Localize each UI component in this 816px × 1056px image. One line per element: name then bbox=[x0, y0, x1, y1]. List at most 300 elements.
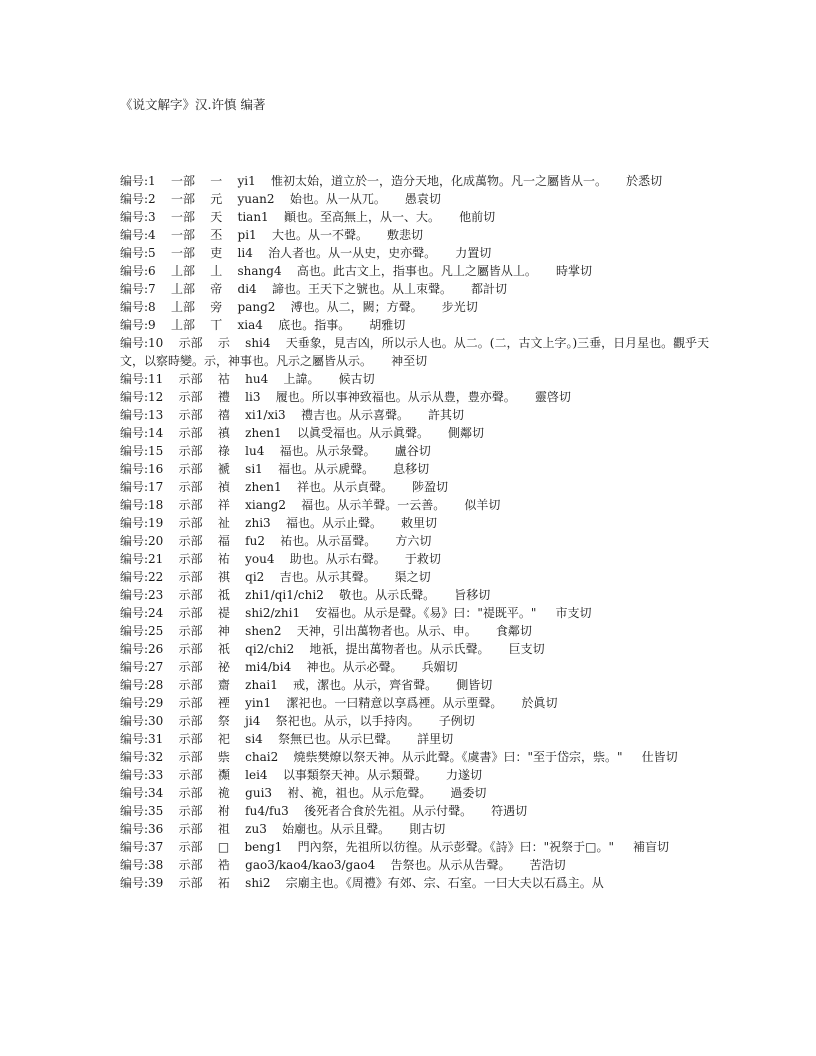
dictionary-entry bbox=[120, 316, 710, 334]
tab-gap bbox=[536, 606, 555, 620]
entry-fanqie: 則古切 bbox=[409, 822, 446, 836]
entry-definition: 祭祀也。从示，以手持肉。 bbox=[275, 714, 420, 728]
entry-pinyin: mi4/bi4 bbox=[245, 660, 292, 674]
entry-character: 祺 bbox=[217, 570, 230, 584]
entry-radical: 示部 bbox=[178, 786, 203, 800]
entry-radical: 示部 bbox=[178, 390, 203, 404]
entry-definition: 神也。从示必聲。 bbox=[306, 660, 403, 674]
entry-pinyin: lei4 bbox=[245, 768, 268, 782]
entry-number: 编号:24 bbox=[120, 606, 164, 620]
entry-number: 编号:36 bbox=[120, 822, 164, 836]
entry-number: 编号:20 bbox=[120, 534, 164, 548]
tab-gap bbox=[267, 822, 282, 836]
tab-gap bbox=[203, 534, 218, 548]
tab-gap bbox=[271, 696, 286, 710]
entry-character: 祜 bbox=[217, 372, 230, 386]
tab-gap bbox=[230, 642, 245, 656]
entry-radical: 丄部 bbox=[170, 282, 195, 296]
entry-fanqie: 敷悲切 bbox=[387, 228, 424, 242]
entry-definition: 上諱。 bbox=[283, 372, 320, 386]
entry-character: 褫 bbox=[217, 462, 230, 476]
tab-gap bbox=[291, 660, 306, 674]
entry-radical: 示部 bbox=[178, 444, 203, 458]
entry-character: 祭 bbox=[217, 714, 230, 728]
tab-gap bbox=[230, 552, 245, 566]
tab-gap bbox=[230, 696, 245, 710]
entry-pinyin: shi2 bbox=[245, 876, 271, 890]
entry-definition: 以事類祭天神。从示類聲。 bbox=[282, 768, 427, 782]
dictionary-entry bbox=[120, 406, 710, 424]
entry-number: 编号:8 bbox=[120, 300, 156, 314]
entry-fanqie: 仕皆切 bbox=[641, 750, 678, 764]
entry-radical: 一部 bbox=[170, 246, 195, 260]
entry-character: 丅 bbox=[210, 318, 223, 332]
tab-gap bbox=[230, 462, 245, 476]
tab-gap bbox=[230, 570, 245, 584]
entry-radical: 丄部 bbox=[170, 318, 195, 332]
tab-gap bbox=[300, 606, 315, 620]
tab-gap bbox=[163, 552, 178, 566]
tab-gap bbox=[222, 246, 237, 260]
tab-gap bbox=[163, 678, 178, 692]
entry-pinyin: li4 bbox=[237, 246, 253, 260]
entry-definition: 底也。指事。 bbox=[278, 318, 351, 332]
entry-definition: 惟初太始，道立於一，造分天地，化成萬物。凡一之屬皆从一。 bbox=[271, 174, 608, 188]
entry-radical: 一部 bbox=[170, 228, 195, 242]
entry-number: 编号:23 bbox=[120, 588, 164, 602]
tab-gap bbox=[436, 246, 455, 260]
entry-radical: 示部 bbox=[178, 840, 203, 854]
dictionary-entry bbox=[120, 244, 710, 262]
entry-pinyin: lu4 bbox=[245, 444, 265, 458]
entry-radical: 一部 bbox=[170, 210, 195, 224]
entry-radical: 示部 bbox=[178, 714, 203, 728]
dictionary-entry bbox=[120, 262, 710, 280]
entry-pinyin: si1 bbox=[245, 462, 263, 476]
entry-character: 一 bbox=[210, 174, 223, 188]
entry-radical: 示部 bbox=[178, 750, 203, 764]
tab-gap bbox=[271, 876, 286, 890]
tab-gap bbox=[372, 354, 391, 368]
entry-radical: 示部 bbox=[178, 696, 203, 710]
dictionary-entry bbox=[120, 226, 710, 244]
tab-gap bbox=[607, 174, 626, 188]
dictionary-entry bbox=[120, 478, 710, 496]
entry-radical: 示部 bbox=[178, 570, 203, 584]
entry-definition: 祔、祪，祖也。从示危聲。 bbox=[287, 786, 432, 800]
entry-fanqie: 時掌切 bbox=[555, 264, 592, 278]
tab-gap bbox=[163, 822, 178, 836]
dictionary-entry bbox=[120, 496, 710, 514]
tab-gap bbox=[324, 588, 339, 602]
entry-radical: 示部 bbox=[178, 876, 203, 890]
tab-gap bbox=[222, 174, 237, 188]
entry-pinyin: you4 bbox=[245, 552, 275, 566]
dictionary-entry bbox=[120, 190, 710, 208]
entry-number: 编号:4 bbox=[120, 228, 156, 242]
entry-radical: 示部 bbox=[178, 804, 203, 818]
dictionary-entry bbox=[120, 568, 710, 586]
entry-pinyin: pi1 bbox=[237, 228, 257, 242]
tab-gap bbox=[502, 696, 521, 710]
tab-gap bbox=[230, 498, 245, 512]
entry-radical: 示部 bbox=[178, 732, 203, 746]
tab-gap bbox=[230, 858, 245, 872]
dictionary-entry bbox=[120, 784, 710, 802]
entry-radical: 示部 bbox=[178, 372, 203, 386]
tab-gap bbox=[203, 336, 218, 350]
entry-number: 编号:5 bbox=[120, 246, 156, 260]
tab-gap bbox=[420, 714, 439, 728]
entry-fanqie: 靈啓切 bbox=[534, 390, 571, 404]
tab-gap bbox=[230, 390, 245, 404]
entry-pinyin: zhi3 bbox=[245, 516, 271, 530]
entry-radical: 示部 bbox=[178, 462, 203, 476]
dictionary-entry bbox=[120, 370, 710, 388]
tab-gap bbox=[163, 588, 178, 602]
entry-radical: 示部 bbox=[178, 642, 203, 656]
entry-fanqie: 渠之切 bbox=[394, 570, 431, 584]
tab-gap bbox=[230, 750, 245, 764]
tab-gap bbox=[282, 264, 297, 278]
dictionary-entry bbox=[120, 298, 710, 316]
entry-fanqie: 愚袁切 bbox=[404, 192, 441, 206]
tab-gap bbox=[163, 696, 178, 710]
tab-gap bbox=[260, 390, 275, 404]
tab-gap bbox=[230, 678, 245, 692]
tab-gap bbox=[156, 300, 171, 314]
entry-definition: 宗廟主也。《周禮》有郊、宗、石室。一曰大夫以石爲主。从 bbox=[285, 876, 604, 890]
tab-gap bbox=[163, 804, 178, 818]
tab-gap bbox=[376, 534, 395, 548]
entry-radical: 示部 bbox=[178, 480, 203, 494]
entry-pinyin: si4 bbox=[245, 732, 263, 746]
entry-character: 齋 bbox=[217, 678, 230, 692]
entry-fanqie: 力遂切 bbox=[445, 768, 482, 782]
tab-gap bbox=[156, 264, 171, 278]
entry-character: 祿 bbox=[217, 444, 230, 458]
entry-fanqie: 於悉切 bbox=[626, 174, 663, 188]
entry-fanqie: 子例切 bbox=[438, 714, 475, 728]
entry-character: 丕 bbox=[210, 228, 223, 242]
dictionary-entry bbox=[120, 424, 710, 442]
entry-fanqie: 盧谷切 bbox=[394, 444, 431, 458]
entry-character: 祐 bbox=[217, 552, 230, 566]
entry-pinyin: fu2 bbox=[245, 534, 265, 548]
tab-gap bbox=[203, 462, 218, 476]
entry-fanqie: 神至切 bbox=[391, 354, 428, 368]
tab-gap bbox=[195, 228, 210, 242]
entry-number: 编号:37 bbox=[120, 840, 164, 854]
entry-fanqie: 方六切 bbox=[395, 534, 432, 548]
tab-gap bbox=[268, 768, 283, 782]
tab-gap bbox=[203, 624, 218, 638]
tab-gap bbox=[230, 534, 245, 548]
tab-gap bbox=[163, 372, 178, 386]
entry-pinyin: gao3/kao4/kao3/gao4 bbox=[245, 858, 376, 872]
entry-definition: 顚也。至高無上，从一、大。 bbox=[283, 210, 440, 224]
entry-character: 祕 bbox=[217, 660, 230, 674]
entry-character: 祉 bbox=[217, 516, 230, 530]
entry-character: 祖 bbox=[217, 822, 230, 836]
entry-definition: 以眞受福也。从示眞聲。 bbox=[296, 426, 429, 440]
entry-character: 神 bbox=[217, 624, 230, 638]
entry-number: 编号:26 bbox=[120, 642, 164, 656]
tab-gap bbox=[156, 318, 171, 332]
tab-gap bbox=[163, 642, 178, 656]
entry-character: 祇 bbox=[217, 642, 230, 656]
tab-gap bbox=[275, 192, 290, 206]
entry-number: 编号:17 bbox=[120, 480, 164, 494]
tab-gap bbox=[203, 858, 218, 872]
entry-pinyin: xi1/xi3 bbox=[245, 408, 286, 422]
entry-character: 示 bbox=[217, 336, 230, 350]
entry-radical: 示部 bbox=[178, 624, 203, 638]
tab-gap bbox=[203, 804, 218, 818]
dictionary-entry bbox=[120, 838, 710, 856]
tab-gap bbox=[203, 426, 218, 440]
entry-pinyin: fu4/fu3 bbox=[245, 804, 289, 818]
entry-definition: 燒祡樊燎以祭天神。从示此聲。《虞書》曰："至于岱宗，祡。" bbox=[293, 750, 623, 764]
tab-gap bbox=[230, 804, 245, 818]
dictionary-entry bbox=[120, 802, 710, 820]
dictionary-entry bbox=[120, 640, 710, 658]
tab-gap bbox=[282, 624, 297, 638]
entry-definition: 後死者合食於先祖。从示付聲。 bbox=[304, 804, 473, 818]
tab-gap bbox=[203, 480, 218, 494]
tab-gap bbox=[163, 426, 178, 440]
entry-definition: 大也。从一不聲。 bbox=[271, 228, 368, 242]
entry-pinyin: yin1 bbox=[245, 696, 272, 710]
entry-definition: 天垂象，見吉凶，所以示人也。从二。(二，古文上字。)三垂，日月星也。觀乎天文，以察時變。示，神事也。凡示之屬皆从示。 bbox=[120, 336, 710, 368]
entry-fanqie: 于救切 bbox=[404, 552, 441, 566]
entry-radical: 示部 bbox=[178, 516, 203, 530]
dictionary-entry bbox=[120, 172, 710, 190]
tab-gap bbox=[374, 462, 393, 476]
entry-radical: 示部 bbox=[178, 534, 203, 548]
dictionary-entry bbox=[120, 280, 710, 298]
entry-character: 禛 bbox=[217, 426, 230, 440]
tab-gap bbox=[203, 606, 218, 620]
dictionary-entry bbox=[120, 694, 710, 712]
entry-character: 祥 bbox=[217, 498, 230, 512]
entry-number: 编号:32 bbox=[120, 750, 164, 764]
entry-character: 禮 bbox=[217, 390, 230, 404]
dictionary-entry bbox=[120, 856, 710, 874]
tab-gap bbox=[195, 210, 210, 224]
entry-pinyin: gui3 bbox=[245, 786, 273, 800]
tab-gap bbox=[163, 786, 178, 800]
entry-definition: 潔祀也。一曰精意以享爲禋。从示垔聲。 bbox=[286, 696, 503, 710]
entry-character: 祏 bbox=[217, 876, 230, 890]
tab-gap bbox=[203, 876, 218, 890]
tab-gap bbox=[203, 696, 218, 710]
entry-character: 祔 bbox=[217, 804, 230, 818]
tab-gap bbox=[163, 408, 178, 422]
entry-pinyin: shang4 bbox=[237, 264, 282, 278]
entry-definition: 地祇，提出萬物者也。从示氏聲。 bbox=[309, 642, 490, 656]
tab-gap bbox=[195, 246, 210, 260]
entry-fanqie: 旨移切 bbox=[454, 588, 491, 602]
tab-gap bbox=[403, 660, 422, 674]
entry-fanqie: 胡雅切 bbox=[369, 318, 406, 332]
entry-character: 祀 bbox=[217, 732, 230, 746]
dictionary-entry bbox=[120, 730, 710, 748]
entry-definition: 福也。从示彔聲。 bbox=[279, 444, 376, 458]
entry-number: 编号:21 bbox=[120, 552, 164, 566]
entry-character: 禋 bbox=[217, 696, 230, 710]
dictionary-entry bbox=[120, 658, 710, 676]
tab-gap bbox=[163, 732, 178, 746]
entry-fanqie: 都計切 bbox=[471, 282, 508, 296]
entry-number: 编号:14 bbox=[120, 426, 164, 440]
entry-radical: 丄部 bbox=[170, 300, 195, 314]
entry-definition: 履也。所以事神致福也。从示从豊，豊亦聲。 bbox=[275, 390, 516, 404]
tab-gap bbox=[203, 372, 218, 386]
tab-gap bbox=[156, 282, 171, 296]
entry-definition: 溥也。从二，闕；方聲。 bbox=[290, 300, 423, 314]
entry-character: 元 bbox=[210, 192, 223, 206]
entry-fanqie: 苦浩切 bbox=[529, 858, 566, 872]
entry-fanqie: 巨支切 bbox=[508, 642, 545, 656]
tab-gap bbox=[195, 318, 210, 332]
dictionary-entry bbox=[120, 442, 710, 460]
entry-radical: 示部 bbox=[178, 858, 203, 872]
tab-gap bbox=[203, 498, 218, 512]
entry-character: 祪 bbox=[217, 786, 230, 800]
entry-definition: 福也。从示虒聲。 bbox=[278, 462, 375, 476]
entry-fanqie: 符遇切 bbox=[491, 804, 528, 818]
entry-pinyin: yi1 bbox=[237, 174, 256, 188]
tab-gap bbox=[269, 210, 284, 224]
entry-pinyin: qi2/chi2 bbox=[245, 642, 295, 656]
tab-gap bbox=[195, 300, 210, 314]
tab-gap bbox=[264, 444, 279, 458]
entry-number: 编号:9 bbox=[120, 318, 156, 332]
entry-definition: 治人者也。从一从史，史亦聲。 bbox=[268, 246, 437, 260]
entry-pinyin: zu3 bbox=[245, 822, 267, 836]
tab-gap bbox=[282, 840, 297, 854]
tab-gap bbox=[275, 300, 290, 314]
tab-gap bbox=[163, 624, 178, 638]
entry-radical: 示部 bbox=[178, 660, 203, 674]
entry-number: 编号:19 bbox=[120, 516, 164, 530]
entry-fanqie: 他前切 bbox=[459, 210, 496, 224]
entry-fanqie: 過委切 bbox=[450, 786, 487, 800]
entry-character: 天 bbox=[210, 210, 223, 224]
tab-gap bbox=[195, 282, 210, 296]
dictionary-entry bbox=[120, 532, 710, 550]
tab-gap bbox=[376, 444, 395, 458]
entry-character: □ bbox=[217, 840, 230, 854]
entry-pinyin: hu4 bbox=[245, 372, 269, 386]
dictionary-entry bbox=[120, 586, 710, 604]
tab-gap bbox=[423, 300, 442, 314]
entry-pinyin: beng1 bbox=[244, 840, 283, 854]
entry-number: 编号:29 bbox=[120, 696, 164, 710]
tab-gap bbox=[163, 750, 178, 764]
tab-gap bbox=[230, 516, 245, 530]
tab-gap bbox=[435, 588, 454, 602]
tab-gap bbox=[256, 174, 271, 188]
entry-number: 编号:11 bbox=[120, 372, 164, 386]
tab-gap bbox=[427, 768, 446, 782]
dictionary-entry bbox=[120, 676, 710, 694]
entry-fanqie: 力置切 bbox=[455, 246, 492, 260]
tab-gap bbox=[230, 444, 245, 458]
entry-pinyin: yuan2 bbox=[237, 192, 275, 206]
tab-gap bbox=[203, 840, 218, 854]
entry-character: 祰 bbox=[217, 858, 230, 872]
entry-definition: 福也。从示羊聲。一云善。 bbox=[301, 498, 446, 512]
entry-radical: 一部 bbox=[170, 192, 195, 206]
entry-number: 编号:16 bbox=[120, 462, 164, 476]
entry-definition: 福也。从示止聲。 bbox=[285, 516, 382, 530]
tab-gap bbox=[386, 192, 405, 206]
tab-gap bbox=[222, 318, 237, 332]
tab-gap bbox=[286, 408, 301, 422]
tab-gap bbox=[275, 552, 290, 566]
tab-gap bbox=[614, 840, 633, 854]
tab-gap bbox=[375, 858, 390, 872]
dictionary-entry bbox=[120, 748, 710, 766]
tab-gap bbox=[222, 300, 237, 314]
entry-fanqie: 陟盈切 bbox=[412, 480, 449, 494]
tab-gap bbox=[156, 192, 171, 206]
tab-gap bbox=[195, 264, 210, 278]
entry-fanqie: 詳里切 bbox=[417, 732, 454, 746]
entry-radical: 示部 bbox=[178, 408, 203, 422]
tab-gap bbox=[230, 624, 245, 638]
tab-gap bbox=[429, 426, 448, 440]
tab-gap bbox=[203, 732, 218, 746]
dictionary-entry bbox=[120, 766, 710, 784]
tab-gap bbox=[437, 678, 456, 692]
tab-gap bbox=[368, 228, 387, 242]
tab-gap bbox=[440, 210, 459, 224]
tab-gap bbox=[230, 714, 245, 728]
tab-gap bbox=[472, 804, 491, 818]
entry-definition: 助也。从示右聲。 bbox=[289, 552, 386, 566]
tab-gap bbox=[386, 552, 405, 566]
tab-gap bbox=[163, 768, 178, 782]
entry-number: 编号:28 bbox=[120, 678, 164, 692]
tab-gap bbox=[230, 408, 245, 422]
tab-gap bbox=[230, 606, 245, 620]
entry-number: 编号:31 bbox=[120, 732, 164, 746]
tab-gap bbox=[156, 246, 171, 260]
tab-gap bbox=[163, 498, 178, 512]
tab-gap bbox=[163, 462, 178, 476]
entry-pinyin: xia4 bbox=[237, 318, 263, 332]
tab-gap bbox=[203, 588, 218, 602]
tab-gap bbox=[230, 786, 245, 800]
tab-gap bbox=[203, 390, 218, 404]
tab-gap bbox=[263, 318, 278, 332]
entry-character: 福 bbox=[217, 534, 230, 548]
entry-pinyin: shi4 bbox=[245, 336, 271, 350]
tab-gap bbox=[257, 228, 272, 242]
dictionary-entry bbox=[120, 388, 710, 406]
entry-fanqie: 息移切 bbox=[393, 462, 430, 476]
tab-gap bbox=[163, 444, 178, 458]
dictionary-entry bbox=[120, 712, 710, 730]
entry-radical: 示部 bbox=[178, 606, 203, 620]
entry-pinyin: di4 bbox=[237, 282, 257, 296]
entry-character: 禧 bbox=[217, 408, 230, 422]
dictionary-entry bbox=[120, 514, 710, 532]
tab-gap bbox=[222, 210, 237, 224]
